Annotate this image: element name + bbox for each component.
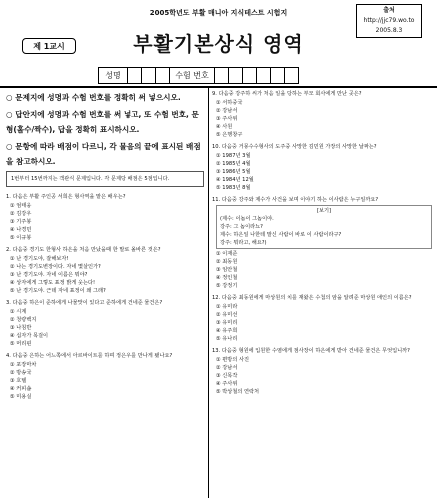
left-question-list [6, 193, 204, 401]
answer-option[interactable]: ① 1987년 3월 [216, 153, 251, 159]
question-stem: 10. 다음중 거몽수수형사의 도주중 사망한 김민원 가장의 사망한 날짜는? [212, 144, 377, 150]
answer-option[interactable]: ⑤ 박상철의 연락처 [216, 389, 260, 395]
answer-option[interactable]: ④ 십자가 목걸이 [10, 333, 49, 339]
answer-option[interactable]: ③ 기주봉 [10, 219, 32, 225]
column-divider [208, 86, 209, 498]
passage-line: 제수: 하은일 나한테 말신 사람이 바로 이 사람이라구? [220, 232, 342, 238]
answer-option[interactable]: ③ 호텔 [10, 378, 27, 384]
question-item [6, 352, 204, 401]
answer-option[interactable]: ② 최동원 [216, 259, 238, 265]
answer-option[interactable]: ① 서하중국 [216, 100, 243, 106]
header-divider [0, 86, 437, 88]
question-stem: 3. 다음중 하은이 준하에게 나물맛이 있다고 준하에게 건네준 물건은? [6, 300, 163, 306]
answer-option[interactable]: ⑤ 강정기 [216, 283, 238, 289]
name-cell-2[interactable] [142, 68, 156, 83]
answer-option[interactable]: ④ 커피숍 [10, 386, 32, 392]
answer-option[interactable]: ② 강남서 [216, 365, 238, 371]
answer-option[interactable]: ① 난 경기도야, 잘해보자! [10, 256, 69, 262]
answer-option[interactable]: ⑤ 미용실 [10, 394, 32, 400]
answer-option[interactable]: ② 1985년 4월 [216, 161, 251, 167]
answer-option[interactable]: ④ 주사위 [216, 381, 238, 387]
left-column [6, 90, 204, 405]
passage-title: [보기] [316, 208, 332, 214]
question-item [212, 196, 432, 290]
source-label: 출처 [383, 7, 395, 14]
id-cell-2[interactable] [229, 68, 243, 83]
question-stem: 4. 다음중 은하는 어느쪽에서 아르바이트를 하며 정은우를 만나게 됐나요? [6, 353, 173, 359]
answer-option[interactable]: ④ 나경민 [10, 227, 32, 233]
name-cell-3[interactable] [156, 68, 170, 83]
passage-line: (제수: 이놈이 그놈이야. [220, 216, 274, 222]
question-stem: 9. 다음중 강주하 씨가 처음 일을 당하는 부모 회사에게 만난 곳은? [212, 91, 362, 97]
answer-option[interactable]: ④ 사원 [216, 124, 233, 130]
question-stem: 2. 다음중 경기도 한형사 하은을 처음 만났을때 한 말로 올바른 것은? [6, 247, 161, 253]
question-item [212, 90, 432, 139]
question-item [212, 294, 432, 343]
answer-option[interactable]: ③ 임안철 [216, 267, 238, 273]
answer-option[interactable]: ④ 유주희 [216, 328, 238, 334]
id-label: 수험 번호 [170, 68, 215, 83]
answer-option[interactable]: ③ 1986년 5월 [216, 169, 251, 175]
passage-line: 강주: 그 놈이라뇨? [220, 224, 263, 230]
passage-line: 강주: 뭐라고, 해요?) [220, 240, 267, 246]
answer-option[interactable]: ④ 상자에게 그렇도 표정 밝게 웃는다! [10, 280, 96, 286]
question-stem: 12. 다음중 최동원에게 마상원의 치를 재왔은 수첩의 암을 알려준 마상원 애인의 이름은? [212, 295, 412, 301]
answer-option[interactable]: ② 나는 경기도변장이다. 자네 몇살인가? [10, 264, 101, 270]
answer-option[interactable]: ② 청량백지 [10, 317, 37, 323]
notice-item: ○ 답안지에 성명과 수험 번호를 써 넣고, 또 수험 번호, 문형(홀수/짝수), 답을 정확히 표시하시오. [6, 110, 199, 134]
id-cell-6[interactable] [285, 68, 298, 83]
question-stem: 11. 다음중 강주와 제수가 사건을 보며 이야기 하는 이사람은 누구일까요? [212, 197, 379, 203]
session-badge: 제 1교시 [22, 38, 76, 54]
answer-option[interactable]: ⑤ 1983년 8월 [216, 185, 251, 191]
exam-name: 2005학년도 부활 매니아 지식테스트 시험지 [149, 9, 288, 17]
right-column [212, 90, 432, 400]
id-cell-1[interactable] [215, 68, 229, 83]
answer-option[interactable]: ③ 난 경기도야. 자네 이름은 뭐야? [10, 272, 88, 278]
id-cell-5[interactable] [271, 68, 285, 83]
page-title: 부활기본상식 영역 [133, 32, 304, 56]
answer-option[interactable]: ① 이재준 [216, 251, 238, 257]
notice-item: ○ 문항에 따라 배점이 다르니, 각 물음의 끝에 표시된 배점을 참고하시오. [6, 142, 201, 166]
source-url: http://jjc79.wo.to [363, 17, 415, 24]
answer-option[interactable]: ① 시계 [10, 309, 27, 315]
answer-info-row [98, 67, 299, 84]
answer-option[interactable]: ① 유미라 [216, 304, 238, 310]
answer-option[interactable]: ⑤ 유나리 [216, 336, 238, 342]
question-item [212, 143, 432, 192]
question-stem: 13. 다음중 형원에 입원한 수염에게 점사장이 하은에게 받아 건네준 물건은 무엇입니까? [212, 348, 410, 354]
answer-option[interactable]: ② 강남서 [216, 108, 238, 114]
answer-option[interactable]: ① 엄태웅 [10, 203, 32, 209]
answer-option[interactable]: ③ 유미리 [216, 320, 238, 326]
answer-option[interactable]: ⑤ 머리핀 [10, 341, 32, 347]
answer-option[interactable]: ⑤ 난 경기도야. 근데 자네 표정이 왜 그래? [10, 288, 106, 294]
answer-option[interactable]: ④ 1984년 12월 [216, 177, 254, 183]
question-item [6, 246, 204, 295]
question-item [6, 299, 204, 348]
answer-option[interactable]: ④ 정인철 [216, 275, 238, 281]
answer-option[interactable]: ② 김강우 [10, 211, 32, 217]
id-cell-4[interactable] [257, 68, 271, 83]
notice-list [6, 90, 204, 169]
answer-option[interactable]: ③ 주사위 [216, 116, 238, 122]
name-cell-1[interactable] [128, 68, 142, 83]
instruction-box: 1번부터 15번까지는 객관식 문제입니다. 각 문제당 배점은 5점입니다. [6, 171, 204, 187]
question-passage [216, 205, 432, 249]
source-date: 2005.8.3 [375, 27, 403, 34]
notice-item: ○ 문제지에 성명과 수험 번호를 정확히 써 넣으시오. [6, 93, 181, 102]
answer-option[interactable]: ① 편방의 사진 [216, 357, 250, 363]
answer-option[interactable]: ③ 나침반 [10, 325, 32, 331]
id-cell-3[interactable] [243, 68, 257, 83]
answer-option[interactable]: ③ 신목작 [216, 373, 238, 379]
answer-option[interactable]: ② 유미선 [216, 312, 238, 318]
answer-option[interactable]: ② 방송국 [10, 370, 32, 376]
answer-option[interactable]: ⑤ 은행창구 [216, 132, 243, 138]
answer-option[interactable]: ① 포장마차 [10, 362, 37, 368]
question-item [212, 347, 432, 396]
name-label: 성명 [99, 68, 128, 83]
question-item [6, 193, 204, 242]
question-stem: 1. 다음은 부활 주인공 서희은 형사역을 맡은 배우는? [6, 194, 126, 200]
answer-option[interactable]: ⑤ 이규봉 [10, 235, 32, 241]
right-question-list [212, 90, 432, 396]
